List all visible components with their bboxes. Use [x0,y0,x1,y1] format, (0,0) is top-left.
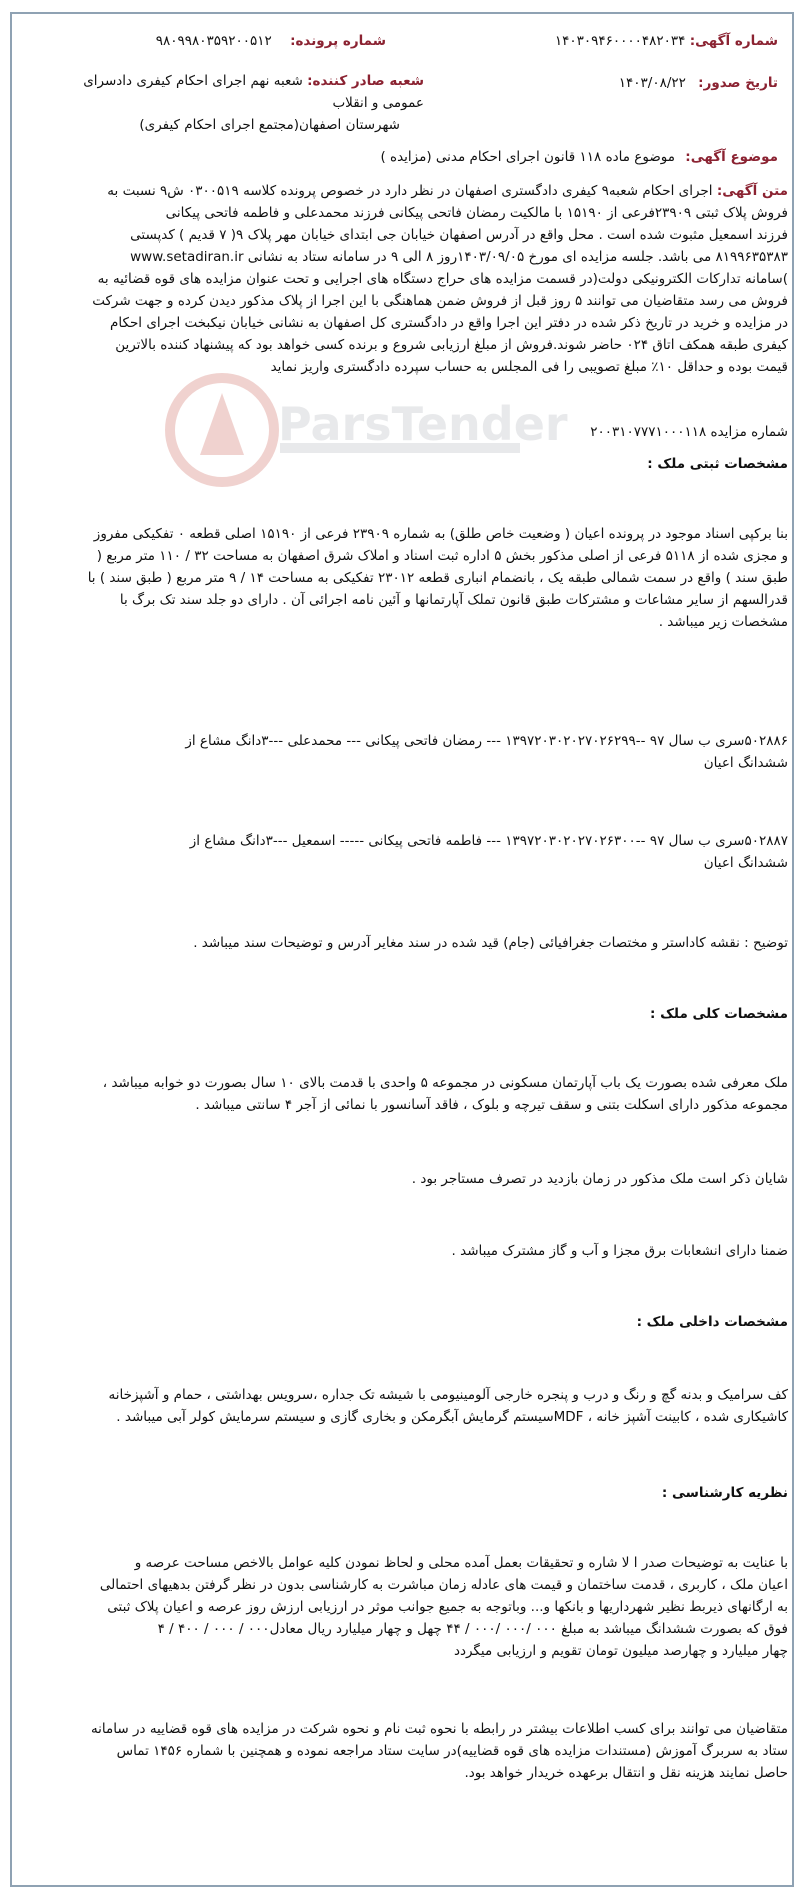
expert-opinion-heading: نظریه کارشناسی : [661,1485,788,1501]
ad-number-row [555,30,778,52]
intro-line: در مزایده و خرید در تاریخ ذکر شده در دفتر این اجرا واقع در دادگستری کل اصفهان به نشانی خیابان نیکبخت اجرای احکام [110,315,788,331]
utilities-note: ضمنا دارای انشعابات برق مجزا و آب و گاز مشترک میباشد . [451,1243,788,1259]
intro-line: فروش می رسد متقاضیان می توانند ۵ روز قبل از فروش ضمن هماهنگی با این اجرا از پلاک مذکور دیدن کرده و جهت شرکت [92,293,788,309]
cadastre-note: توضیح : نقشه کاداستر و مختصات جغرافیائی (جام) قید شده در سند مغایر آدرس و توضیحات سند میباشد . [193,935,788,951]
registration-paragraph [28,523,788,633]
closing-line: ستاد به سربرگ آموزش (مستندات مزایده های قوه قضاییه)در سایت ستاد مراجعه نموده و همچنین با شماره ۱۴۵۶ تماس [116,1743,788,1759]
case-number-value: ۹۸۰۹۹۸۰۳۵۹۲۰۰۵۱۲ [155,33,272,49]
ad-number-label: شماره آگهی: [689,33,778,49]
intro-line: کیفری طبقه همکف اتاق ۰۲۴ حاضر شوند.فروش از مبلغ ارزیابی شروع و برنده کسی خواهد بود که پیشنهاد کننده بالاترین [115,337,788,353]
subject-label: موضوع آگهی: [685,149,778,165]
tenant-note: شایان ذکر است ملک مذکور در زمان بازدید در تصرف مستاجر بود . [411,1171,788,1187]
owner-1-deed [28,730,788,774]
owner-2-deed [28,830,788,874]
intro-paragraph [28,180,788,378]
expert-opinion-line: با عنایت به توضیحات صدر ا لا شاره و تحقیقات بعمل آمده محلی و لحاظ نمودن کلیه عوامل بالاخص مساحت عرصه و [134,1555,788,1571]
expert-opinion-line: فوق که بصورت ششدانگ میباشد به مبلغ ۰۰۰ /۰۰۰ /۰۰۰ / ۴۴ چهل و چهار میلیارد ریال معادل۰۰۰ / ۰۰۰ / ۴۰۰ / ۴ [157,1621,788,1637]
expert-opinion-line: اعیان ملک ، کاربری ، قدمت ساختمان و قیمت های عادله زمان مباشرت به کارشناسی بدون در نظر گرفتن بدهیهای احتمالی [99,1577,788,1593]
expert-opinion-line: چهار میلیارد و چهارصد میلیون تومان تقویم و ارزیابی میگردد [453,1643,788,1659]
intro-line: ۸۱۹۹۶۳۵۳۸۳ می باشد. جلسه مزایده ای مورخ ۱۴۰۳/۰۹/۰۵روز ۸ الی ۹ در سامانه ستاد به نشانی www.setadiran.ir [130,249,788,265]
registration-line: بنا برکپی اسناد موجود در پرونده اعیان ( وضعیت خاص طلق) به شماره ۲۳۹۰۹ فرعی از ۱۵۱۹۰ اصلی قطعه ۰ تفکیکی مفروز [93,526,788,542]
interior-specs-heading: مشخصات داخلی ملک : [636,1314,788,1330]
intro-line: )سامانه تدارکات الکترونیکی دولت(در قسمت مزایده های حراج دستگاه های اجرایی و تحت عنوان مزایده های قوه قضائیه به [97,271,788,287]
owner-2-line: ششدانگ اعیان [703,855,788,871]
ad-number-value: ۱۴۰۳۰۹۴۶۰۰۰۰۴۸۲۰۳۴ [554,33,686,49]
intro-line: فرزند اسمعیل مثبوت شده است . محل واقع در آدرس اصفهان خیابان جی ابتدای خیابان مهر پلاک ۹( ۷ قدیم ) کدپستی [130,227,788,243]
branch-line-2: شهرستان اصفهان(مجتمع اجرای احکام کیفری) [139,117,400,133]
owner-1-line: ۵۰۲۸۸۶سری ب سال ۹۷ --۱۳۹۷۲۰۳۰۲۰۲۷۰۲۶۲۹۹ --- رمضان فاتحی پیکانی --- محمدعلی ---۳دانگ مشاع از [185,733,788,749]
interior-specs-line: کاشیکاری شده ، کابینت آشپز خانه ، MDFسیستم گرمایش آبگرمکن و بخاری گازی و سیستم سرمایش کولر آبی میباشد . [116,1409,788,1425]
interior-specs-paragraph [28,1384,788,1428]
general-specs-line: مجموعه مذکور دارای اسکلت بتنی و سقف تیرچه و بلوک ، فاقد آسانسور با نمائی از آجر ۴ سانتی میباشد . [195,1097,788,1113]
watermark-text: ParsTender [278,397,568,451]
registration-line: قدرالسهم از سایر مشاعات و مشترکات طبق قانون تملک آپارتمانها و آئین نامه اجرائی آن . دارای دو جلد سند تک برگ با [119,592,788,608]
branch-line-1: شعبه نهم اجرای احکام کیفری دادسرای عمومی و انقلاب [83,73,424,111]
owner-2-line: ۵۰۲۸۸۷سری ب سال ۹۷ --۱۳۹۷۲۰۳۰۲۰۲۷۰۲۶۳۰۰ --- فاطمه فاتحی پیکانی ----- اسمعیل ---۳دانگ مشاع از [189,833,788,849]
registration-line: و مجزی شده از ۵۱۱۸ فرعی از اصلی مذکور بخش ۵ اداره ثبت اسناد و املاک شرق اصفهان به مساحت ۳۲ / ۱۱۰ متر مربع ( [96,548,788,564]
case-number-row [156,30,386,52]
case-number-label: شماره پرونده: [290,33,386,49]
issue-date-label: تاریخ صدور: [698,75,778,91]
subject-row [380,146,778,168]
intro-line: اجرای احکام شعبه۹ کیفری دادگستری اصفهان در نظر دارد در خصوص پرونده کلاسه ۰۳۰۰۵۱۹ ش۹ نسبت به [107,183,713,199]
branch-label: شعبه صادر کننده: [307,73,424,89]
interior-specs-line: کف سرامیک و بدنه گچ و رنگ و درب و پنجره خارجی آلومینیومی با شیشه تک جداره ،سرویس بهداشتی ، حمام و آشپزخانه [108,1387,788,1403]
closing-line: متقاضیان می توانند برای کسب اطلاعات بیشتر در رابطه با نحوه ثبت نام و نحوه شرکت در مزایده های قوه قضاییه در سامانه [90,1721,788,1737]
registration-heading: مشخصات ثبتی ملک : [647,456,788,472]
intro-line: فروش پلاک ثبتی ۲۳۹۰۹فرعی از ۱۵۱۹۰ با مالکیت رمضان فاتحی پیکانی فرزند محمدعلی و فاطمه فاتحی پیکانی [165,205,788,221]
notice-text-label: متن آگهی: [716,183,788,199]
issue-date-row [619,72,778,94]
closing-line: حاصل نمایند هزینه نقل و انتقال برعهده خریدار خواهد بود. [464,1765,788,1781]
subject-value: موضوع ماده ۱۱۸ قانون اجرای احکام مدنی (مزایده ) [380,149,675,165]
closing-paragraph [28,1718,788,1784]
registration-line: طبق سند ) واقع در سمت شمالی طبقه یک ، بانضمام انباری قطعه ۲۳۰۱۲ تفکیکی به مساحت ۱۴ / ۹ متر مربع ( طبق سند ) با [87,570,788,586]
expert-opinion-paragraph [28,1552,788,1662]
intro-line: قیمت بوده و حداقل ۱۰٪ مبلغ تصویبی را فی المجلس به حساب سپرده دادگستری واریز نماید [270,359,788,375]
registration-line: مشخصات زیر میباشد . [658,614,788,630]
auction-number: شماره مزایده ۲۰۰۳۱۰۷۷۷۱۰۰۰۱۱۸ [590,424,788,440]
owner-1-line: ششدانگ اعیان [703,755,788,771]
issue-date-value: ۱۴۰۳/۰۸/۲۲ [618,75,686,91]
issuing-branch [44,70,424,136]
general-specs-paragraph [28,1072,788,1116]
general-specs-line: ملک معرفی شده بصورت یک باب آپارتمان مسکونی در مجموعه ۵ واحدی با قدمت بالای ۱۰ سال بصورت دو خوابه میباشد ، [102,1075,788,1091]
general-specs-heading: مشخصات کلی ملک : [650,1006,788,1022]
expert-opinion-line: به ارگانهای ذیربط نظیر شهرداریها و بانکها و... وباتوجه به جمیع جوانب موثر در ارزیابی ارزش روز عرصه و اعیان پلاک ثبتی [107,1599,788,1615]
